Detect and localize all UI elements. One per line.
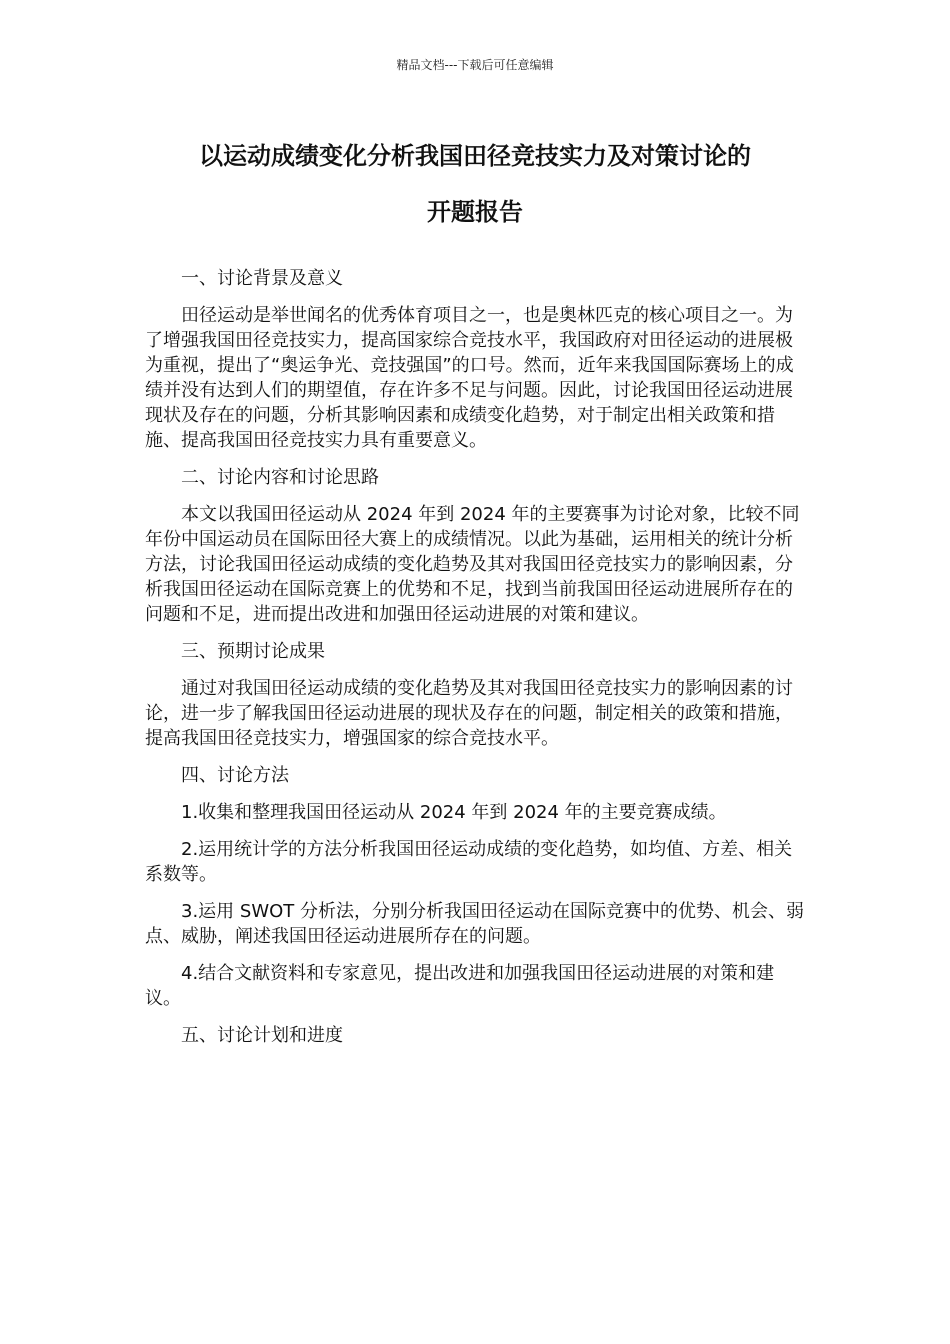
section-heading-expected-results: 三、预期讨论成果	[181, 641, 325, 662]
section-paragraph-background: 田径运动是举世闻名的优秀体育项目之一，也是奥林匹克的核心项目之一。为了增强我国田径竞技实力，提高国家综合竞技水平，我国政府对田径运动的进展极为重视，提出了“奥运争光、竞技强国”的口号。然而，近年来我国国际赛场上的成绩并没有达到人们的期望值，存在许多不足与问题。因此，讨论我国田径运动进展现状及存在的问题，分析其影响因素和成绩变化趋势，对于制定出相关政策和措施、提高我国田径竞技实力具有重要意义。	[145, 305, 794, 451]
section-heading-methods: 四、讨论方法	[181, 765, 289, 786]
section-paragraph-content: 本文以我国田径运动从 2024 年到 2024 年的主要赛事为讨论对象，比较不同年份中国运动员在国际田径大赛上的成绩情况。以此为基础，运用相关的统计分析方法，讨论我国田径运动成绩的变化趋势及其对我国田径竞技实力的影响因素，分析我国田径运动在国际竞赛上的优势和不足，找到当前我国田径运动进展所存在的问题和不足，进而提出改进和加强田径运动进展的对策和建议。	[145, 504, 800, 625]
title-line-2: 开题报告	[427, 198, 523, 226]
section-heading-background: 一、讨论背景及意义	[181, 268, 343, 289]
title-line-1: 以运动成绩变化分析我国田径竞技实力及对策讨论的	[199, 142, 751, 170]
method-item-2: 2.运用统计学的方法分析我国田径运动成绩的变化趋势，如均值、方差、相关系数等。	[145, 839, 793, 885]
method-item-3: 3.运用 SWOT 分析法，分别分析我国田径运动在国际竞赛中的优势、机会、弱点、威胁，阐述我国田径运动进展所存在的问题。	[145, 901, 805, 947]
section-heading-plan: 五、讨论计划和进度	[181, 1025, 343, 1046]
section-paragraph-expected-results: 通过对我国田径运动成绩的变化趋势及其对我国田径竞技实力的影响因素的讨论，进一步了解我国田径运动进展的现状及存在的问题，制定相关的政策和措施，提高我国田径竞技实力，增强国家的综合竞技水平。	[145, 678, 793, 749]
page-header-note: 精品文档---下载后可任意编辑	[396, 58, 554, 72]
section-heading-content: 二、讨论内容和讨论思路	[181, 467, 379, 488]
method-item-1: 1.收集和整理我国田径运动从 2024 年到 2024 年的主要竞赛成绩。	[181, 802, 727, 823]
document-title	[130, 128, 820, 240]
document-body	[145, 266, 810, 1060]
method-item-4: 4.结合文献资料和专家意见，提出改进和加强我国田径运动进展的对策和建议。	[145, 963, 775, 1009]
